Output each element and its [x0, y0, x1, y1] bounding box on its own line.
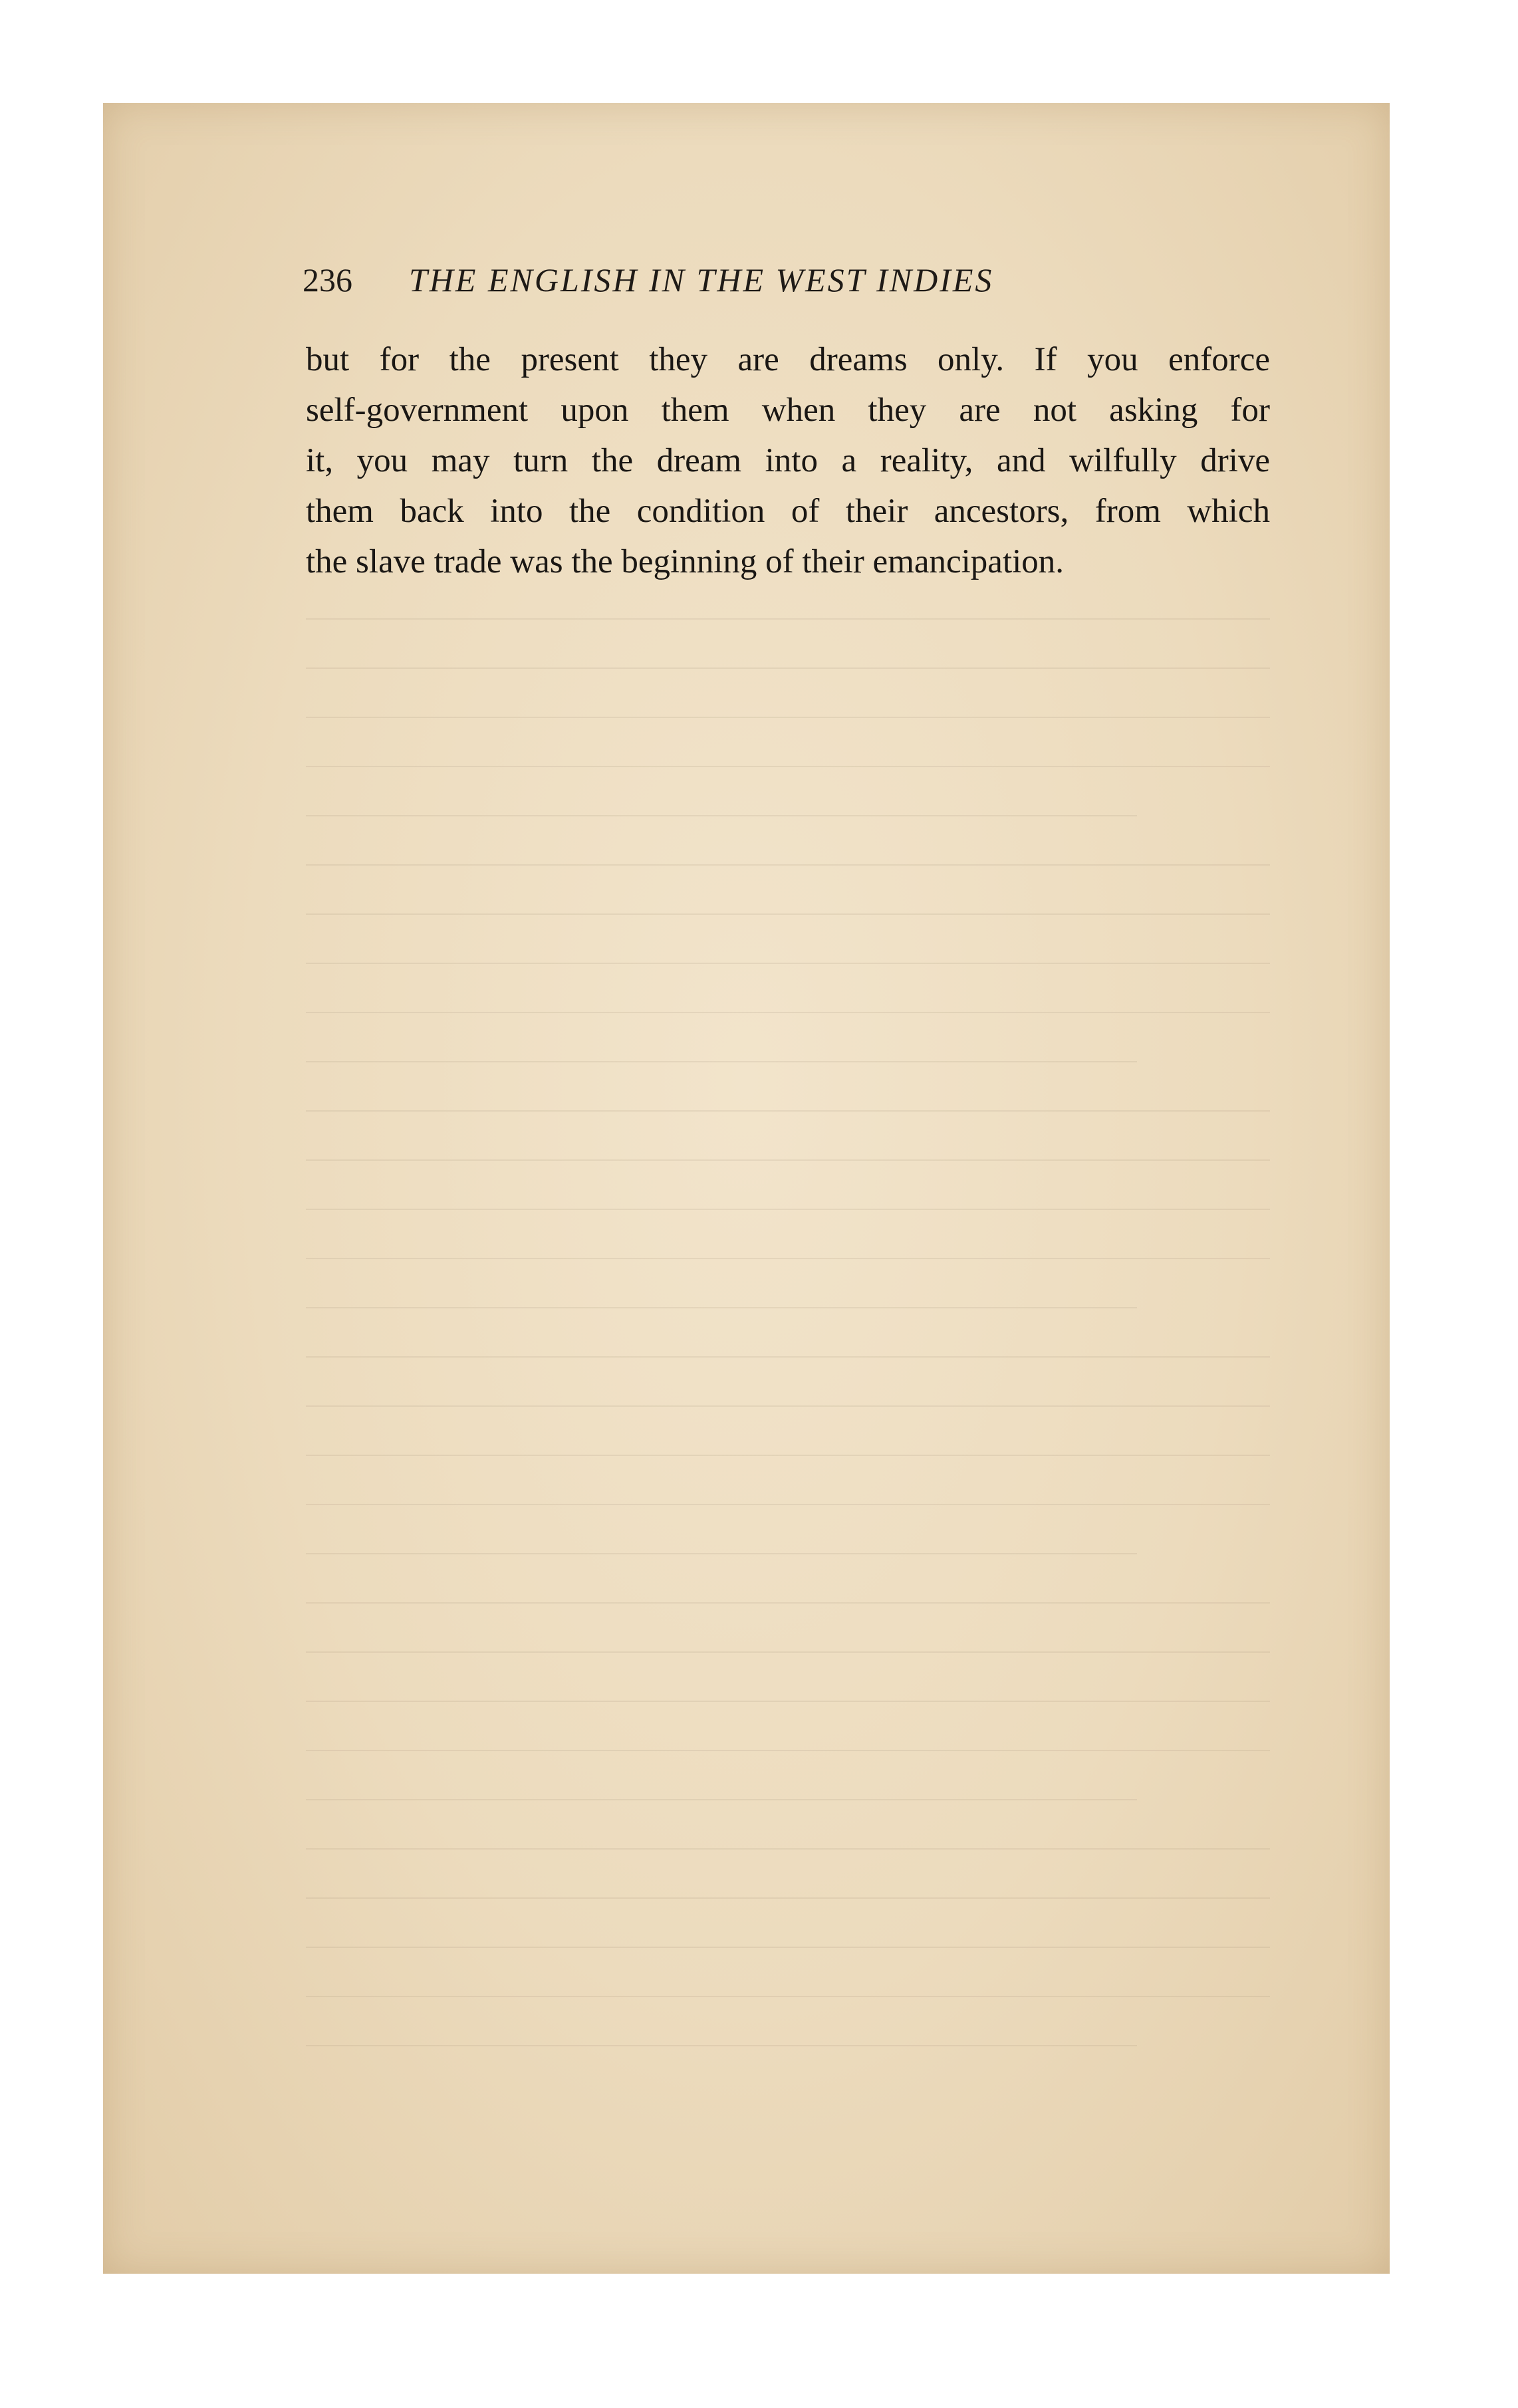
show-through-line [306, 913, 1270, 915]
show-through-line [306, 1504, 1270, 1505]
show-through-line [306, 1061, 1137, 1062]
show-through-line [306, 963, 1270, 964]
show-through-line [306, 1110, 1270, 1112]
show-through-line [306, 864, 1270, 866]
show-through-line [306, 2045, 1137, 2046]
show-through-line [306, 1996, 1270, 1997]
text-line-1: but for the present they are dreams only. If you enforce [306, 341, 1270, 378]
show-through-line [306, 717, 1270, 718]
show-through-line [306, 1258, 1270, 1259]
show-through-line [306, 766, 1270, 767]
show-through-line [306, 815, 1137, 816]
show-through-line [306, 1947, 1270, 1948]
page-number: 236 [303, 261, 352, 299]
text-line-3: it, you may turn the dream into a reality, and wilfully drive [306, 442, 1270, 479]
show-through-line [306, 1750, 1270, 1751]
show-through-line [306, 1356, 1270, 1358]
text-line-4: them back into the condition of their ancestors, from which [306, 493, 1270, 530]
show-through-line [306, 1209, 1270, 1210]
page-header [303, 261, 1267, 314]
show-through-line [306, 1602, 1270, 1604]
show-through-line [306, 1799, 1137, 1800]
running-title: THE ENGLISH IN THE WEST INDIES [409, 261, 994, 299]
body-paragraph [306, 334, 1270, 587]
show-through-line [306, 1455, 1270, 1456]
show-through-line [306, 1307, 1137, 1308]
show-through-line [306, 1159, 1270, 1161]
show-through-line [306, 1651, 1270, 1653]
show-through-line [306, 1701, 1270, 1702]
text-line-5: the slave trade was the beginning of their emancipation. [306, 543, 1065, 580]
show-through-line [306, 618, 1270, 620]
show-through-line [306, 1848, 1270, 1850]
show-through-line [306, 1897, 1270, 1899]
show-through-line [306, 667, 1270, 669]
show-through-line [306, 1553, 1137, 1554]
show-through-line [306, 1405, 1270, 1407]
show-through-line [306, 1012, 1270, 1013]
text-line-2: self-government upon them when they are not asking for [306, 392, 1270, 429]
